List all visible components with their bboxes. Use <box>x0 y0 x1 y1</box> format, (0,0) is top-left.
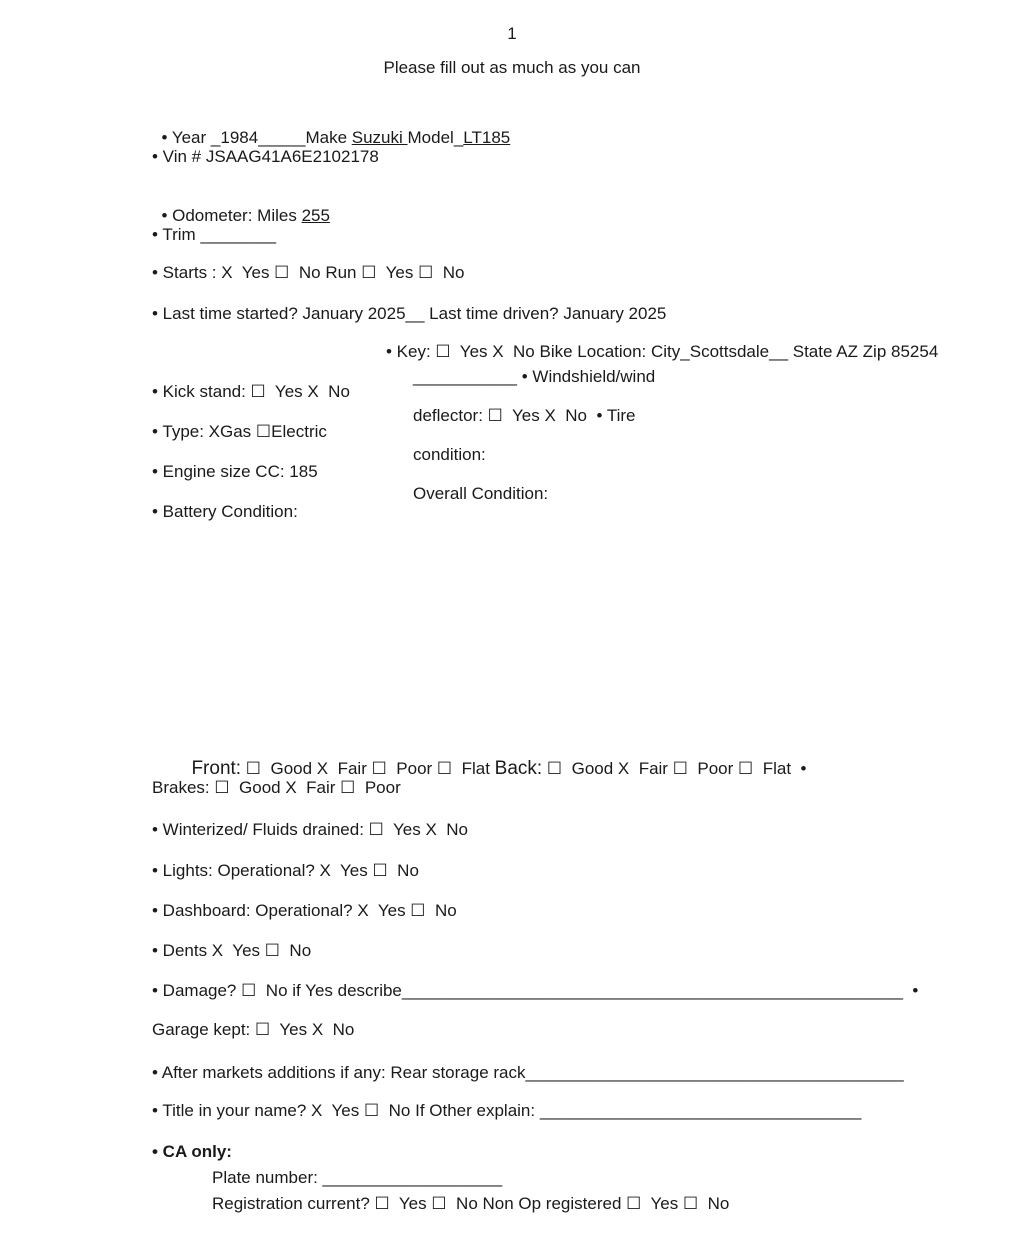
tire-front-back-line <box>182 739 806 779</box>
odometer-label: • Odometer: Miles <box>161 206 302 225</box>
page-number: 1 <box>507 24 517 43</box>
brakes-line: Brakes: ☐ Good X Fair ☐ Poor <box>152 778 401 797</box>
dashboard-line: • Dashboard: Operational? X Yes ☐ No <box>152 901 457 920</box>
damage-line: • Damage? ☐ No if Yes describe_____________________________________________________ • <box>152 981 919 1000</box>
garage-kept-line: Garage kept: ☐ Yes X No <box>152 1020 355 1039</box>
instruction-text: Please fill out as much as you can <box>383 58 641 77</box>
registration-line: Registration current? ☐ Yes ☐ No Non Op registered ☐ Yes ☐ No <box>212 1194 730 1213</box>
make-label: _____Make <box>258 128 352 147</box>
year-label: • Year _ <box>161 128 221 147</box>
last-started-line: • Last time started? January 2025__ Last time driven? January 2025 <box>152 304 667 323</box>
vin-line: • Vin # JSAAG41A6E2102178 <box>152 147 379 166</box>
year-make-model-line <box>152 108 510 148</box>
kick-stand-line: • Kick stand: ☐ Yes X No <box>152 382 350 401</box>
plate-number-line: Plate number: ___________________ <box>212 1168 503 1187</box>
back-label: Back: <box>494 758 543 779</box>
type-line: • Type: XGas ☐Electric <box>152 422 327 441</box>
tire-condition-line: condition: <box>413 445 486 464</box>
model-label: Model_ <box>407 128 464 147</box>
deflector-line: deflector: ☐ Yes X No • Tire <box>413 406 636 425</box>
starts-line: • Starts : X Yes ☐ No Run ☐ Yes ☐ No <box>152 263 465 282</box>
front-label: Front: <box>191 758 242 779</box>
lights-line: • Lights: Operational? X Yes ☐ No <box>152 861 419 880</box>
trim-line: • Trim ________ <box>152 225 277 244</box>
engine-size-line: • Engine size CC: 185 <box>152 462 318 481</box>
overall-condition-line: Overall Condition: <box>413 484 549 503</box>
windshield-line: ___________ • Windshield/wind <box>413 367 656 386</box>
title-line: • Title in your name? X Yes ☐ No If Other explain: __________________________________ <box>152 1101 862 1120</box>
dents-line: • Dents X Yes ☐ No <box>152 941 312 960</box>
winterized-line: • Winterized/ Fluids drained: ☐ Yes X No <box>152 820 469 839</box>
key-location-line: • Key: ☐ Yes X No Bike Location: City_Scottsdale__ State AZ Zip 85254 <box>386 342 939 361</box>
front-options: ☐ Good X Fair ☐ Poor ☐ Flat <box>241 759 495 778</box>
year-value: 1984 <box>220 128 259 147</box>
odometer-line <box>152 186 330 226</box>
odometer-value: 255 <box>301 206 330 225</box>
aftermarket-line: • After markets additions if any: Rear storage rack________________________________________ <box>152 1063 904 1082</box>
make-value: Suzuki <box>351 128 408 147</box>
back-options: ☐ Good X Fair ☐ Poor ☐ Flat • <box>542 759 807 778</box>
model-value: LT185 <box>463 128 511 147</box>
ca-only-heading: • CA only: <box>152 1142 232 1161</box>
battery-condition-line: • Battery Condition: <box>152 502 298 521</box>
